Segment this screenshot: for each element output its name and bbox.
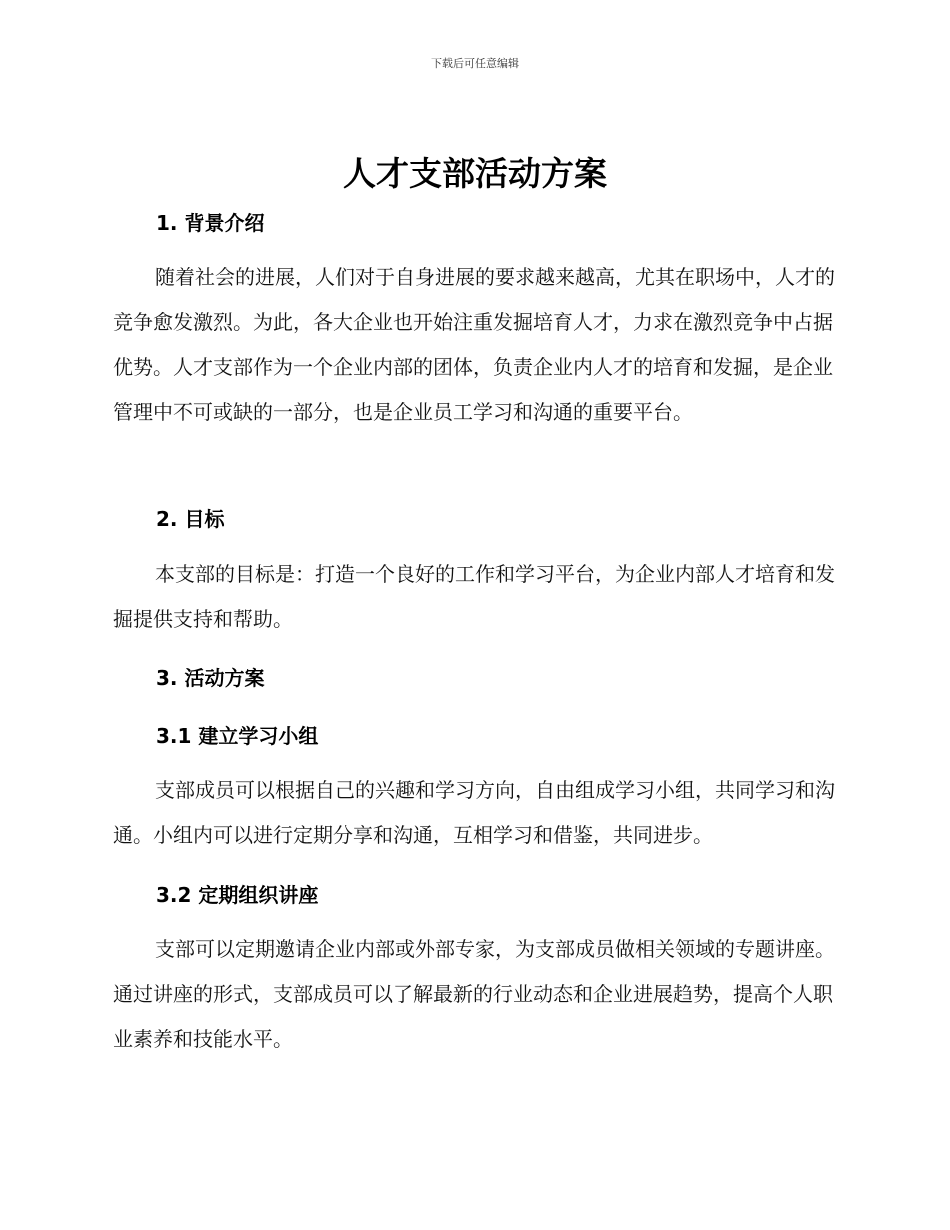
section-heading-background: 1. 背景介绍 (156, 211, 265, 235)
section-heading-lectures: 3.2 定期组织讲座 (156, 883, 319, 907)
section-body-background: 随着社会的进展，人们对于自身进展的要求越来越高，尤其在职场中，人才的竞争愈发激烈。为此，各大企业也开始注重发掘培育人才，力求在激烈竞争中占据优势。人才支部作为一个企业内部的团体，负责企业内人才的培育和发掘，是企业管理中不可或缺的一部分，也是企业员工学习和沟通的重要平台。 (113, 265, 835, 424)
section-body-lectures: 支部可以定期邀请企业内部或外部专家，为支部成员做相关领域的专题讲座。通过讲座的形式，支部成员可以了解最新的行业动态和企业进展趋势，提高个人职业素养和技能水平。 (113, 937, 835, 1051)
section-heading-goal: 2. 目标 (156, 507, 225, 531)
section-body-study-group: 支部成员可以根据自己的兴趣和学习方向，自由组成学习小组，共同学习和沟通。小组内可以进行定期分享和沟通，互相学习和借鉴，共同进步。 (113, 778, 835, 847)
section-body-goal: 本支部的目标是：打造一个良好的工作和学习平台，为企业内部人才培育和发掘提供支持和帮助。 (113, 562, 835, 631)
section-heading-study-group: 3.1 建立学习小组 (156, 724, 319, 748)
header-note: 下载后可任意编辑 (431, 57, 519, 70)
section-heading-activity-plan: 3. 活动方案 (156, 666, 265, 690)
document-title: 人才支部活动方案 (343, 154, 607, 193)
